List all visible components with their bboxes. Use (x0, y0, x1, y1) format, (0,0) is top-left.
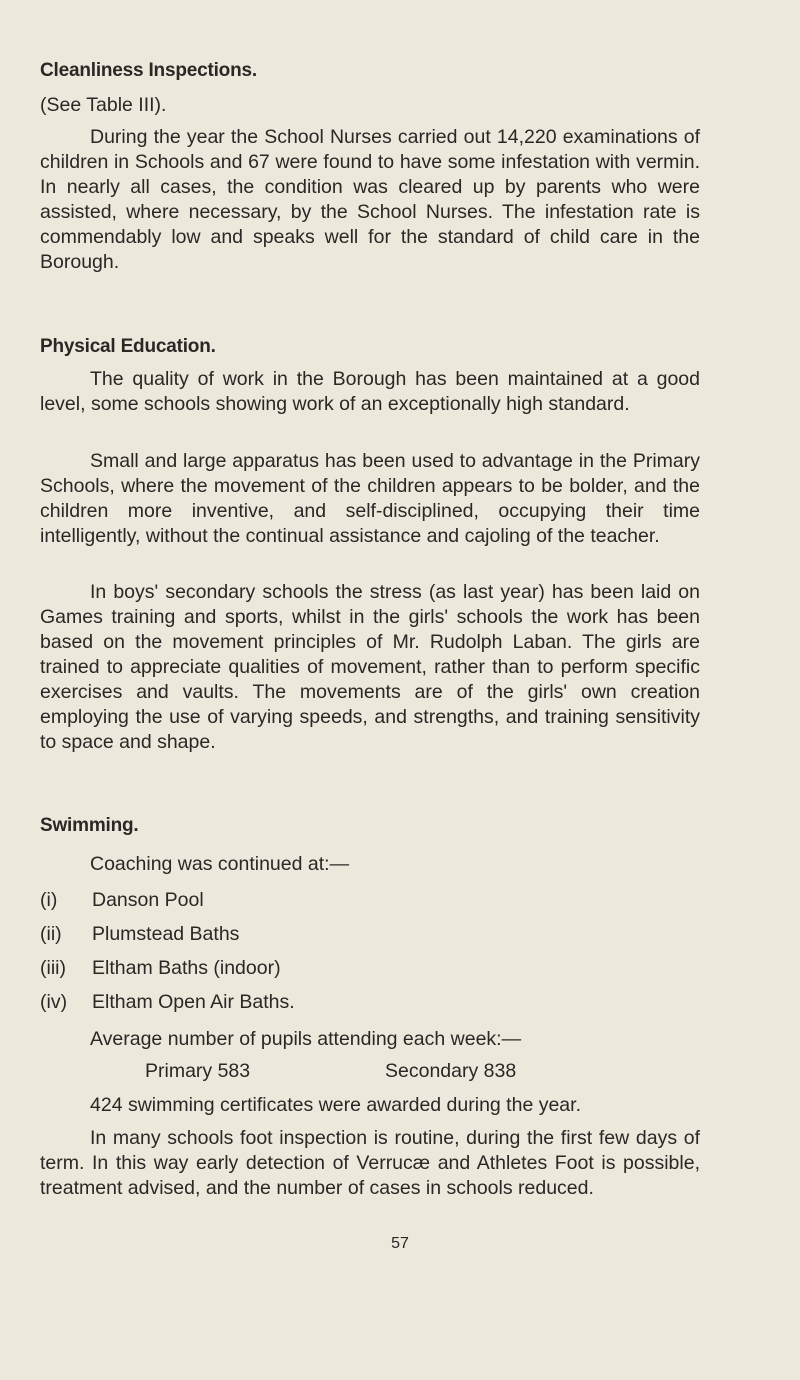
coaching-intro: Coaching was continued at:— (90, 853, 350, 875)
pe-paragraph-apparatus: Small and large apparatus has been used to advantage in the Primary Schools, where the movement of the children appears to be bolder, and the children more inventive, and self-disciplined, occupying their time intelligently, without the continual assistance and cajoling of the teacher. (40, 450, 700, 547)
location-item (40, 888, 204, 913)
foot-inspection-paragraph: In many schools foot inspection is routine, during the first few days of term. In this way early detection of Verrucæ and Athletes Foot is possible, treatment advised, and the number of cases in schools reduced. (40, 1127, 700, 1199)
pe-paragraph-secondary: In boys' secondary schools the stress (as last year) has been laid on Games training and sports, whilst in the girls' schools the work has been based on the movement principles of Mr. Rudolph Laban. The girls are trained to appreciate qualities of movement, rather than to perform specific exercises and vaults. The movements are of the girls' own creation employing the use of varying speeds, and strengths, and training sensitivity to space and shape. (40, 581, 700, 753)
see-table-note: (See Table III). (40, 94, 167, 116)
pe-paragraph-quality: The quality of work in the Borough has been maintained at a good level, some schools showing work of an exceptionally high standard. (40, 368, 700, 415)
secondary-count: Secondary 838 (385, 1060, 517, 1082)
page-number: 57 (391, 1235, 409, 1252)
location-item (40, 956, 281, 981)
cleanliness-paragraph: During the year the School Nurses carried out 14,220 examinations of children in Schools and 67 were found to have some infestation with vermin. In nearly all cases, the condition was cleared up by parents who were assisted, where necessary, by the School Nurses. The infestation rate is commendably low and speaks well for the standard of child care in the Borough. (40, 126, 700, 273)
swimming-heading: Swimming. (40, 815, 139, 836)
location-name: Eltham Open Air Baths. (92, 991, 295, 1013)
primary-count: Primary 583 (145, 1060, 251, 1082)
location-item (40, 990, 295, 1015)
physical-education-heading: Physical Education. (40, 336, 216, 357)
location-number: (iii) (40, 957, 66, 979)
location-name: Plumstead Baths (92, 923, 240, 945)
location-item (40, 922, 239, 947)
location-number: (i) (40, 889, 58, 911)
location-number: (iv) (40, 991, 68, 1013)
location-number: (ii) (40, 923, 62, 945)
location-name: Eltham Baths (indoor) (92, 957, 281, 979)
cleanliness-heading: Cleanliness Inspections. (40, 60, 257, 81)
average-intro: Average number of pupils attending each week:— (90, 1028, 522, 1050)
certificates-line: 424 swimming certificates were awarded during the year. (90, 1094, 581, 1116)
location-name: Danson Pool (92, 889, 204, 911)
